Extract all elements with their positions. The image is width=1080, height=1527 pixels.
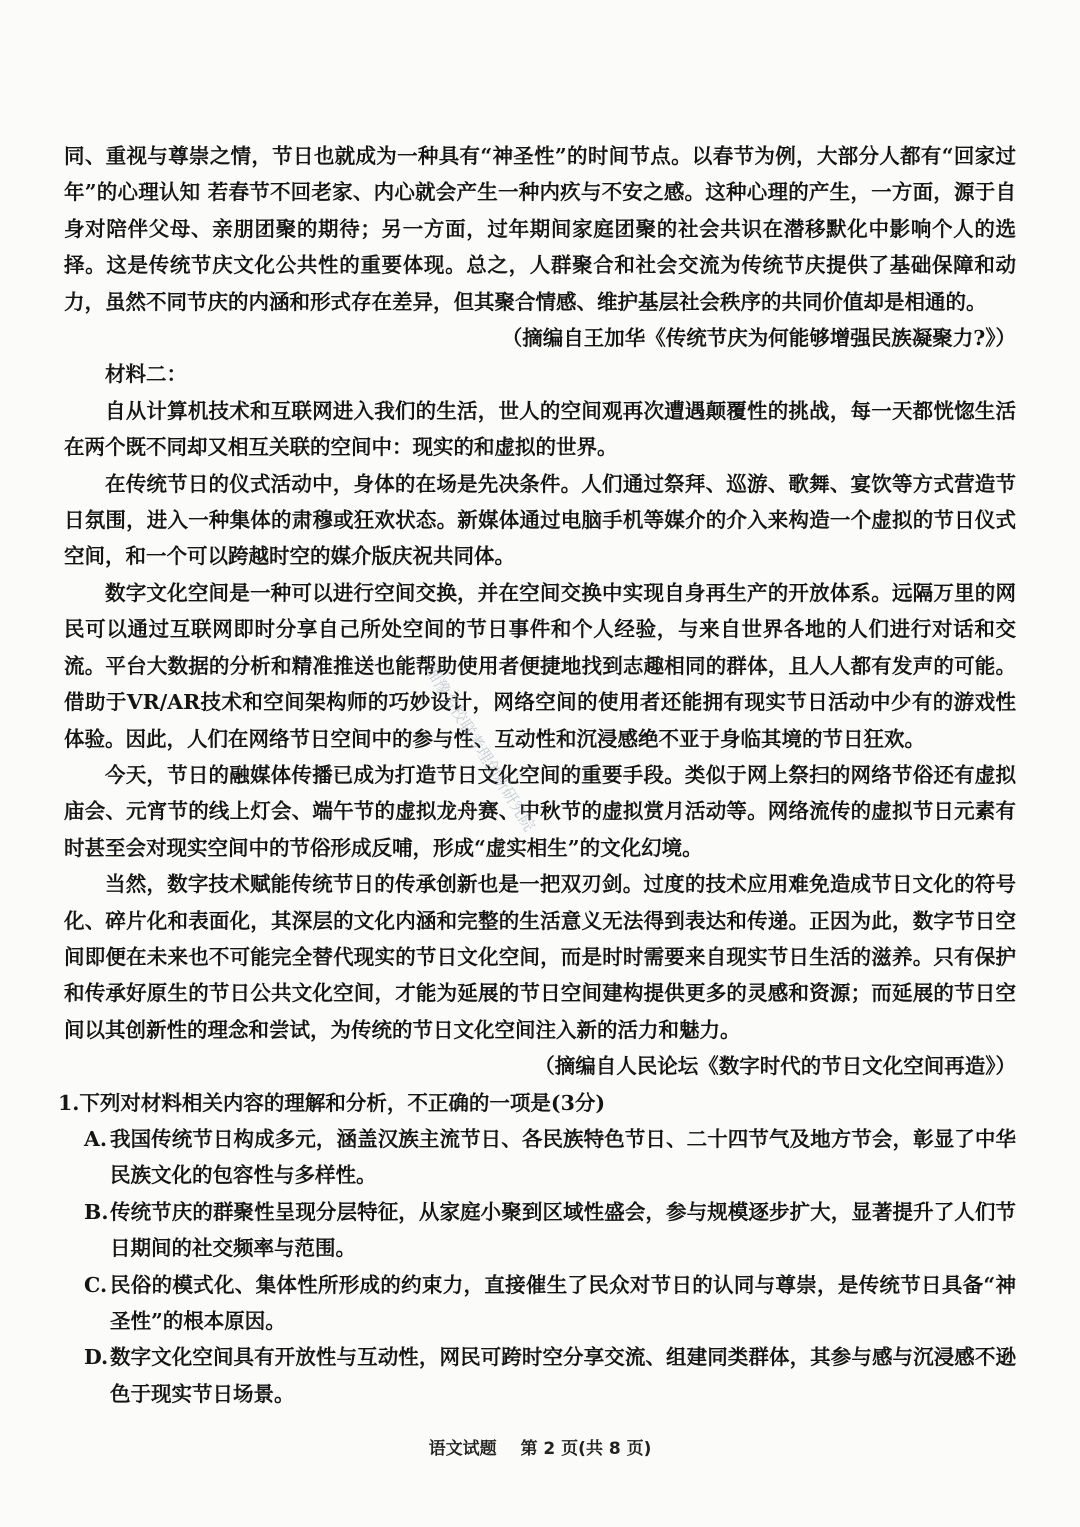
option-text: 传统节庆的群聚性呈现分层特征，从家庭小聚到区域性盛会，参与规模逐步扩大，显著提升了人们节日期间的社交频率与范围。 bbox=[110, 1199, 1016, 1261]
option-key: A. bbox=[84, 1126, 108, 1151]
option-a bbox=[84, 1121, 1016, 1194]
option-text: 我国传统节日构成多元，涵盖汉族主流节日、各民族特色节日、二十四节气及地方节会，彰显了中华民族文化的包容性与多样性。 bbox=[110, 1126, 1016, 1188]
option-text: 民俗的模式化、集体性所形成的约束力，直接催生了民众对节日的认同与尊崇，是传统节日具备“神圣性”的根本原因。 bbox=[110, 1272, 1016, 1333]
material2-paragraph: 自从计算机技术和互联网进入我们的生活，世人的空间观再次遭遇颠覆性的挑战，每一天都恍惚生活在两个既不同却又相互关联的空间中：现实的和虚拟的世界。 bbox=[64, 398, 1016, 460]
option-text: 数字文化空间具有开放性与互动性，网民可跨时空分享交流、组建同类群体，其参与感与沉浸感不逊色于现实节日场景。 bbox=[110, 1345, 1016, 1406]
material2-paragraph: 数字文化空间是一种可以进行空间交换，并在空间交换中实现自身再生产的开放体系。远隔万里的网民可以通过互联网即时分享自己所处空间的节日事件和个人经验，与来自世界各地的人们进行对话和交流。平台大数据的分析和精准推送也能帮助使用者便捷地找到志趣相同的群体，且人人都有发声的可能。借助于VR/AR技术和空间架构师的巧妙设计，网络空间的使用者还能拥有现实节日活动中少有的游戏性体验。因此，人们在网络节日空间中的参与性、互动性和沉浸感绝不亚于身临其境的节日狂欢。 bbox=[64, 580, 1016, 751]
option-b bbox=[84, 1194, 1016, 1267]
footer-page-number: 第 2 页(共 8 页) bbox=[520, 1439, 652, 1459]
question-1-stem: 1.下列对材料相关内容的理解和分析，不正确的一项是(3分) bbox=[58, 1090, 606, 1115]
material2-paragraph: 今天，节日的融媒体传播已成为打造节日文化空间的重要手段。类似于网上祭扫的网络节俗还有虚拟庙会、元宵节的线上灯会、端午节的虚拟龙舟赛、中秋节的虚拟赏月活动等。网络流传的虚拟节日元素有时甚至会对现实空间中的节俗形成反哺，形成“虚实相生”的文化幻境。 bbox=[64, 762, 1016, 860]
exam-page bbox=[58, 138, 1016, 1412]
option-d bbox=[84, 1339, 1016, 1412]
option-key: B. bbox=[84, 1199, 109, 1224]
material2-source: （摘编自人民论坛《数字时代的节日文化空间再造》） bbox=[534, 1054, 1016, 1079]
material2-paragraph: 在传统节日的仪式活动中，身体的在场是先决条件。人们通过祭拜、巡游、歌舞、宴饮等方式营造节日氛围，进入一种集体的肃穆或狂欢状态。新媒体通过电脑手机等媒介的介入来构造一个虚拟的节日仪式空间，和一个可以跨越时空的媒介版庆祝共同体。 bbox=[64, 471, 1016, 569]
material2-heading: 材料二： bbox=[105, 362, 187, 387]
material1-source: （摘编自王加华《传统节庆为何能够增强民族凝聚力?》） bbox=[501, 326, 1016, 351]
footer-subject: 语文试题 bbox=[428, 1439, 497, 1459]
option-key: C. bbox=[84, 1272, 108, 1297]
option-key: D. bbox=[84, 1345, 109, 1370]
page-footer bbox=[0, 1434, 1080, 1459]
watermark: 湘豫名校联考理创新研究院 bbox=[421, 661, 540, 835]
material1-continuation: 同、重视与尊崇之情，节日也就成为一种具有“神圣性”的时间节点。以春节为例，大部分人都有“回家过年”的心理认知 若春节不回老家、内心就会产生一种内疚与不安之感。这种心理的产生，一方面，源于自身对陪伴父母、亲朋团聚的期待；另一方面，过年期间家庭团聚的社会共识在潜移默化中影响个人的选择。这是传统节庆文化公共性的重要体现。总之，人群聚合和社会交流为传统节庆提供了基础保障和动力，虽然不同节庆的内涵和形式存在差异，但其聚合情感、维护基层社会秩序的共同价值却是相通的。 bbox=[64, 144, 1016, 314]
material2-paragraph: 当然，数字技术赋能传统节日的传承创新也是一把双刃剑。过度的技术应用难免造成节日文化的符号化、碎片化和表面化，其深层的文化内涵和完整的生活意义无法得到表达和传递。正因为此，数字节日空间即便在未来也不可能完全替代现实的节日文化空间，而是时时需要来自现实节日生活的滋养。只有保护和传承好原生的节日公共文化空间，才能为延展的节日空间建构提供更多的灵感和资源；而延展的节日空间以其创新性的理念和尝试，为传统的节日文化空间注入新的活力和魅力。 bbox=[64, 872, 1016, 1042]
option-c bbox=[84, 1267, 1016, 1340]
